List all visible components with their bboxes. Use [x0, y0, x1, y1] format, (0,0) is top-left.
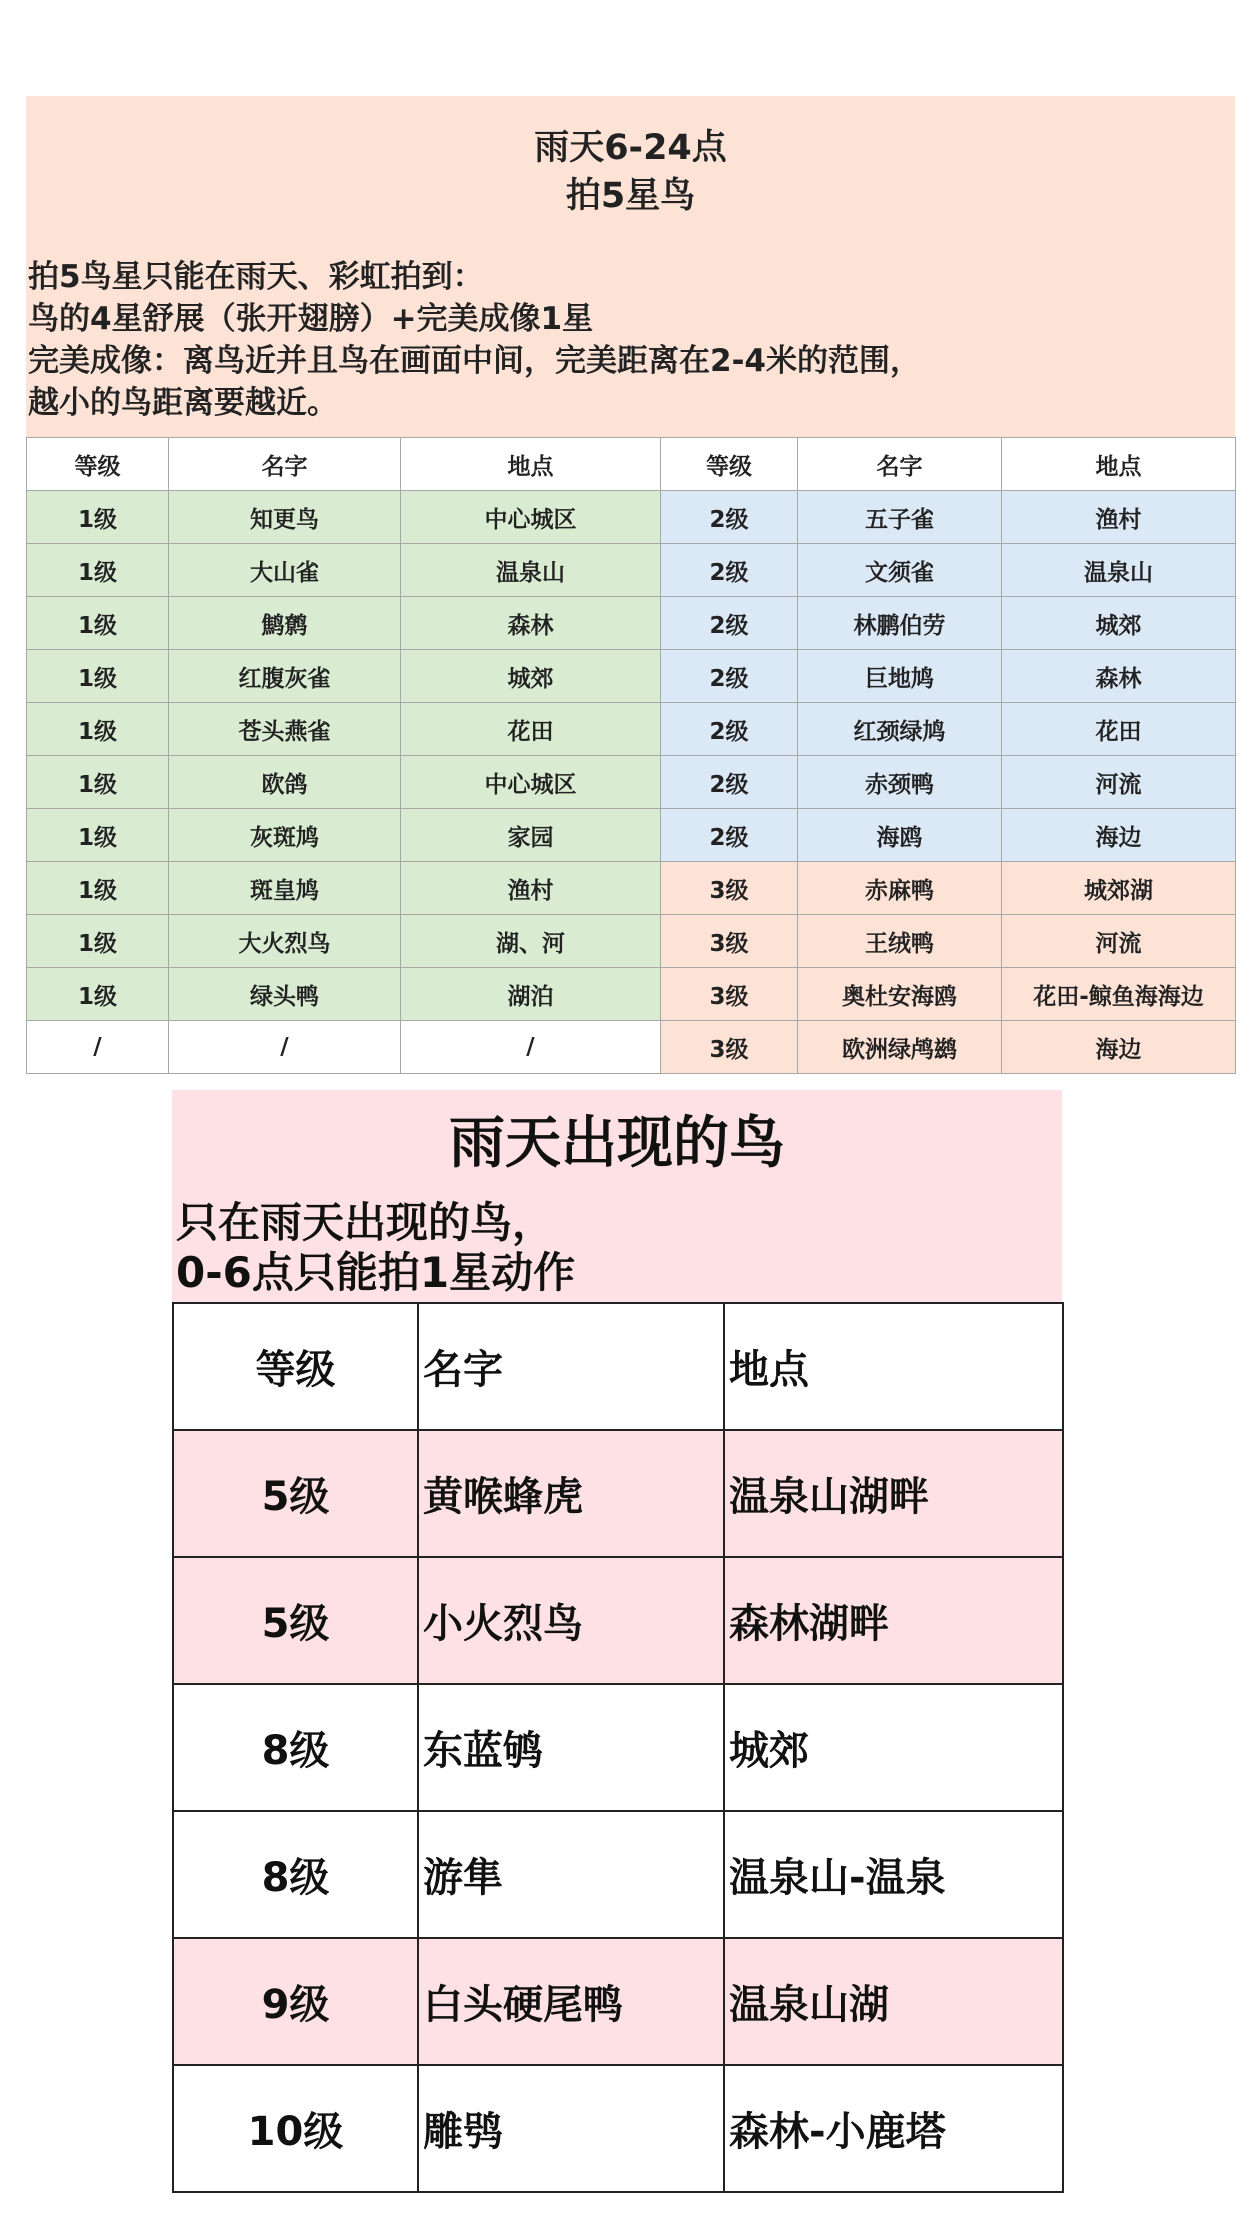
table-header-row: [27, 438, 1236, 491]
column-header: 等级: [27, 438, 169, 491]
name-cell: 大山雀: [169, 544, 401, 597]
level-cell: 2级: [661, 544, 798, 597]
level-cell: 3级: [661, 1021, 798, 1074]
table-row: [173, 1557, 1063, 1684]
section-title: [26, 124, 1235, 220]
name-cell: 黄喉蜂虎: [418, 1430, 724, 1557]
level-cell: 5级: [173, 1557, 418, 1684]
level-cell: 3级: [661, 968, 798, 1021]
location-cell: 海边: [1002, 1021, 1236, 1074]
table-row: [173, 1811, 1063, 1938]
location-cell: 城郊: [401, 650, 661, 703]
level-cell: 1级: [27, 809, 169, 862]
name-cell: 王绒鸭: [798, 915, 1002, 968]
name-cell: 大火烈鸟: [169, 915, 401, 968]
location-cell: 花田: [401, 703, 661, 756]
location-cell: 渔村: [401, 862, 661, 915]
table-row: [27, 968, 1236, 1021]
level-cell: 1级: [27, 968, 169, 1021]
column-header: 名字: [418, 1303, 724, 1430]
column-header: 地点: [401, 438, 661, 491]
title-line-1: 雨天6-24点: [534, 128, 727, 168]
table-row: [173, 1430, 1063, 1557]
level-cell: 1级: [27, 703, 169, 756]
level-cell: 8级: [173, 1684, 418, 1811]
location-cell: 中心城区: [401, 491, 661, 544]
name-cell: 红颈绿鸠: [798, 703, 1002, 756]
table-row: [27, 703, 1236, 756]
table-row: [27, 809, 1236, 862]
table-body: [27, 491, 1236, 1074]
subtitle-line: 0-6点只能拍1星动作: [176, 1248, 576, 1297]
name-cell: 斑皇鸠: [169, 862, 401, 915]
desc-line: 完美成像：离鸟近并且鸟在画面中间，完美距离在2-4米的范围，: [28, 343, 922, 379]
name-cell: 欧鸽: [169, 756, 401, 809]
level-cell: 3级: [661, 862, 798, 915]
location-cell: 花田-鲸鱼海海边: [1002, 968, 1236, 1021]
name-cell: 巨地鸠: [798, 650, 1002, 703]
rain-only-birds-header: [172, 1090, 1062, 1302]
level-cell: 1级: [27, 915, 169, 968]
name-cell: 白头硬尾鸭: [418, 1938, 724, 2065]
location-cell: 森林: [401, 597, 661, 650]
name-cell: 东蓝鸲: [418, 1684, 724, 1811]
level-cell: 2级: [661, 650, 798, 703]
level-cell: 1级: [27, 597, 169, 650]
rain-only-bird-table: [172, 1302, 1064, 2193]
level-cell: 2级: [661, 491, 798, 544]
table-body: [173, 1303, 1063, 2192]
level-cell: 1级: [27, 756, 169, 809]
column-header: 等级: [173, 1303, 418, 1430]
name-cell: 赤麻鸭: [798, 862, 1002, 915]
table-row: [27, 862, 1236, 915]
subtitle-line: 只在雨天出现的鸟，: [176, 1198, 555, 1247]
level-cell: 8级: [173, 1811, 418, 1938]
level-cell: 5级: [173, 1430, 418, 1557]
level-cell: 2级: [661, 756, 798, 809]
location-cell: 湖、河: [401, 915, 661, 968]
name-cell: 苍头燕雀: [169, 703, 401, 756]
location-cell: 花田: [1002, 703, 1236, 756]
section-subtitle: [176, 1198, 575, 1298]
name-cell: 知更鸟: [169, 491, 401, 544]
location-cell: 城郊湖: [1002, 862, 1236, 915]
level-cell: 1级: [27, 650, 169, 703]
title-line-2: 拍5星鸟: [565, 176, 696, 216]
location-cell: 河流: [1002, 915, 1236, 968]
level-cell: /: [27, 1021, 169, 1074]
name-cell: /: [169, 1021, 401, 1074]
location-cell: 湖泊: [401, 968, 661, 1021]
name-cell: 红腹灰雀: [169, 650, 401, 703]
level-cell: 2级: [661, 597, 798, 650]
location-cell: 温泉山: [401, 544, 661, 597]
table-row: [27, 756, 1236, 809]
table-row: [27, 544, 1236, 597]
column-header: 地点: [1002, 438, 1236, 491]
rain-5star-header: [26, 96, 1235, 437]
location-cell: 渔村: [1002, 491, 1236, 544]
location-cell: 温泉山湖: [724, 1938, 1063, 2065]
location-cell: 海边: [1002, 809, 1236, 862]
rain-5star-section: [26, 96, 1235, 1073]
location-cell: 森林湖畔: [724, 1557, 1063, 1684]
level-cell: 1级: [27, 544, 169, 597]
desc-line: 越小的鸟距离要越近。: [28, 385, 338, 421]
table-row: [173, 2065, 1063, 2192]
name-cell: 雕鸮: [418, 2065, 724, 2192]
location-cell: 城郊: [724, 1684, 1063, 1811]
desc-line: 鸟的4星舒展（张开翅膀）+完美成像1星: [28, 301, 594, 337]
location-cell: /: [401, 1021, 661, 1074]
name-cell: 五子雀: [798, 491, 1002, 544]
table-row: [27, 650, 1236, 703]
name-cell: 灰斑鸠: [169, 809, 401, 862]
location-cell: 城郊: [1002, 597, 1236, 650]
name-cell: 奥杜安海鸥: [798, 968, 1002, 1021]
table-row: [27, 915, 1236, 968]
name-cell: 鹪鹩: [169, 597, 401, 650]
level-cell: 1级: [27, 862, 169, 915]
column-header: 地点: [724, 1303, 1063, 1430]
section-description: [28, 256, 921, 424]
column-header: 名字: [798, 438, 1002, 491]
location-cell: 河流: [1002, 756, 1236, 809]
level-cell: 1级: [27, 491, 169, 544]
location-cell: 森林: [1002, 650, 1236, 703]
name-cell: 小火烈鸟: [418, 1557, 724, 1684]
location-cell: 温泉山湖畔: [724, 1430, 1063, 1557]
name-cell: 文须雀: [798, 544, 1002, 597]
table-row: [27, 597, 1236, 650]
table-row: [27, 1021, 1236, 1074]
level-cell: 10级: [173, 2065, 418, 2192]
level-cell: 9级: [173, 1938, 418, 2065]
column-header: 名字: [169, 438, 401, 491]
level-cell: 3级: [661, 915, 798, 968]
name-cell: 海鸥: [798, 809, 1002, 862]
table-row: [27, 491, 1236, 544]
location-cell: 中心城区: [401, 756, 661, 809]
five-star-bird-table: [26, 437, 1236, 1074]
name-cell: 林鹏伯劳: [798, 597, 1002, 650]
name-cell: 欧洲绿鸬鹚: [798, 1021, 1002, 1074]
desc-line: 拍5鸟星只能在雨天、彩虹拍到：: [28, 259, 484, 295]
table-row: [173, 1684, 1063, 1811]
location-cell: 森林-小鹿塔: [724, 2065, 1063, 2192]
location-cell: 温泉山: [1002, 544, 1236, 597]
name-cell: 赤颈鸭: [798, 756, 1002, 809]
section-title: 雨天出现的鸟: [449, 1111, 785, 1176]
table-row: [173, 1938, 1063, 2065]
location-cell: 家园: [401, 809, 661, 862]
name-cell: 游隼: [418, 1811, 724, 1938]
location-cell: 温泉山-温泉: [724, 1811, 1063, 1938]
level-cell: 2级: [661, 809, 798, 862]
column-header: 等级: [661, 438, 798, 491]
level-cell: 2级: [661, 703, 798, 756]
name-cell: 绿头鸭: [169, 968, 401, 1021]
table-header-row: [173, 1303, 1063, 1430]
